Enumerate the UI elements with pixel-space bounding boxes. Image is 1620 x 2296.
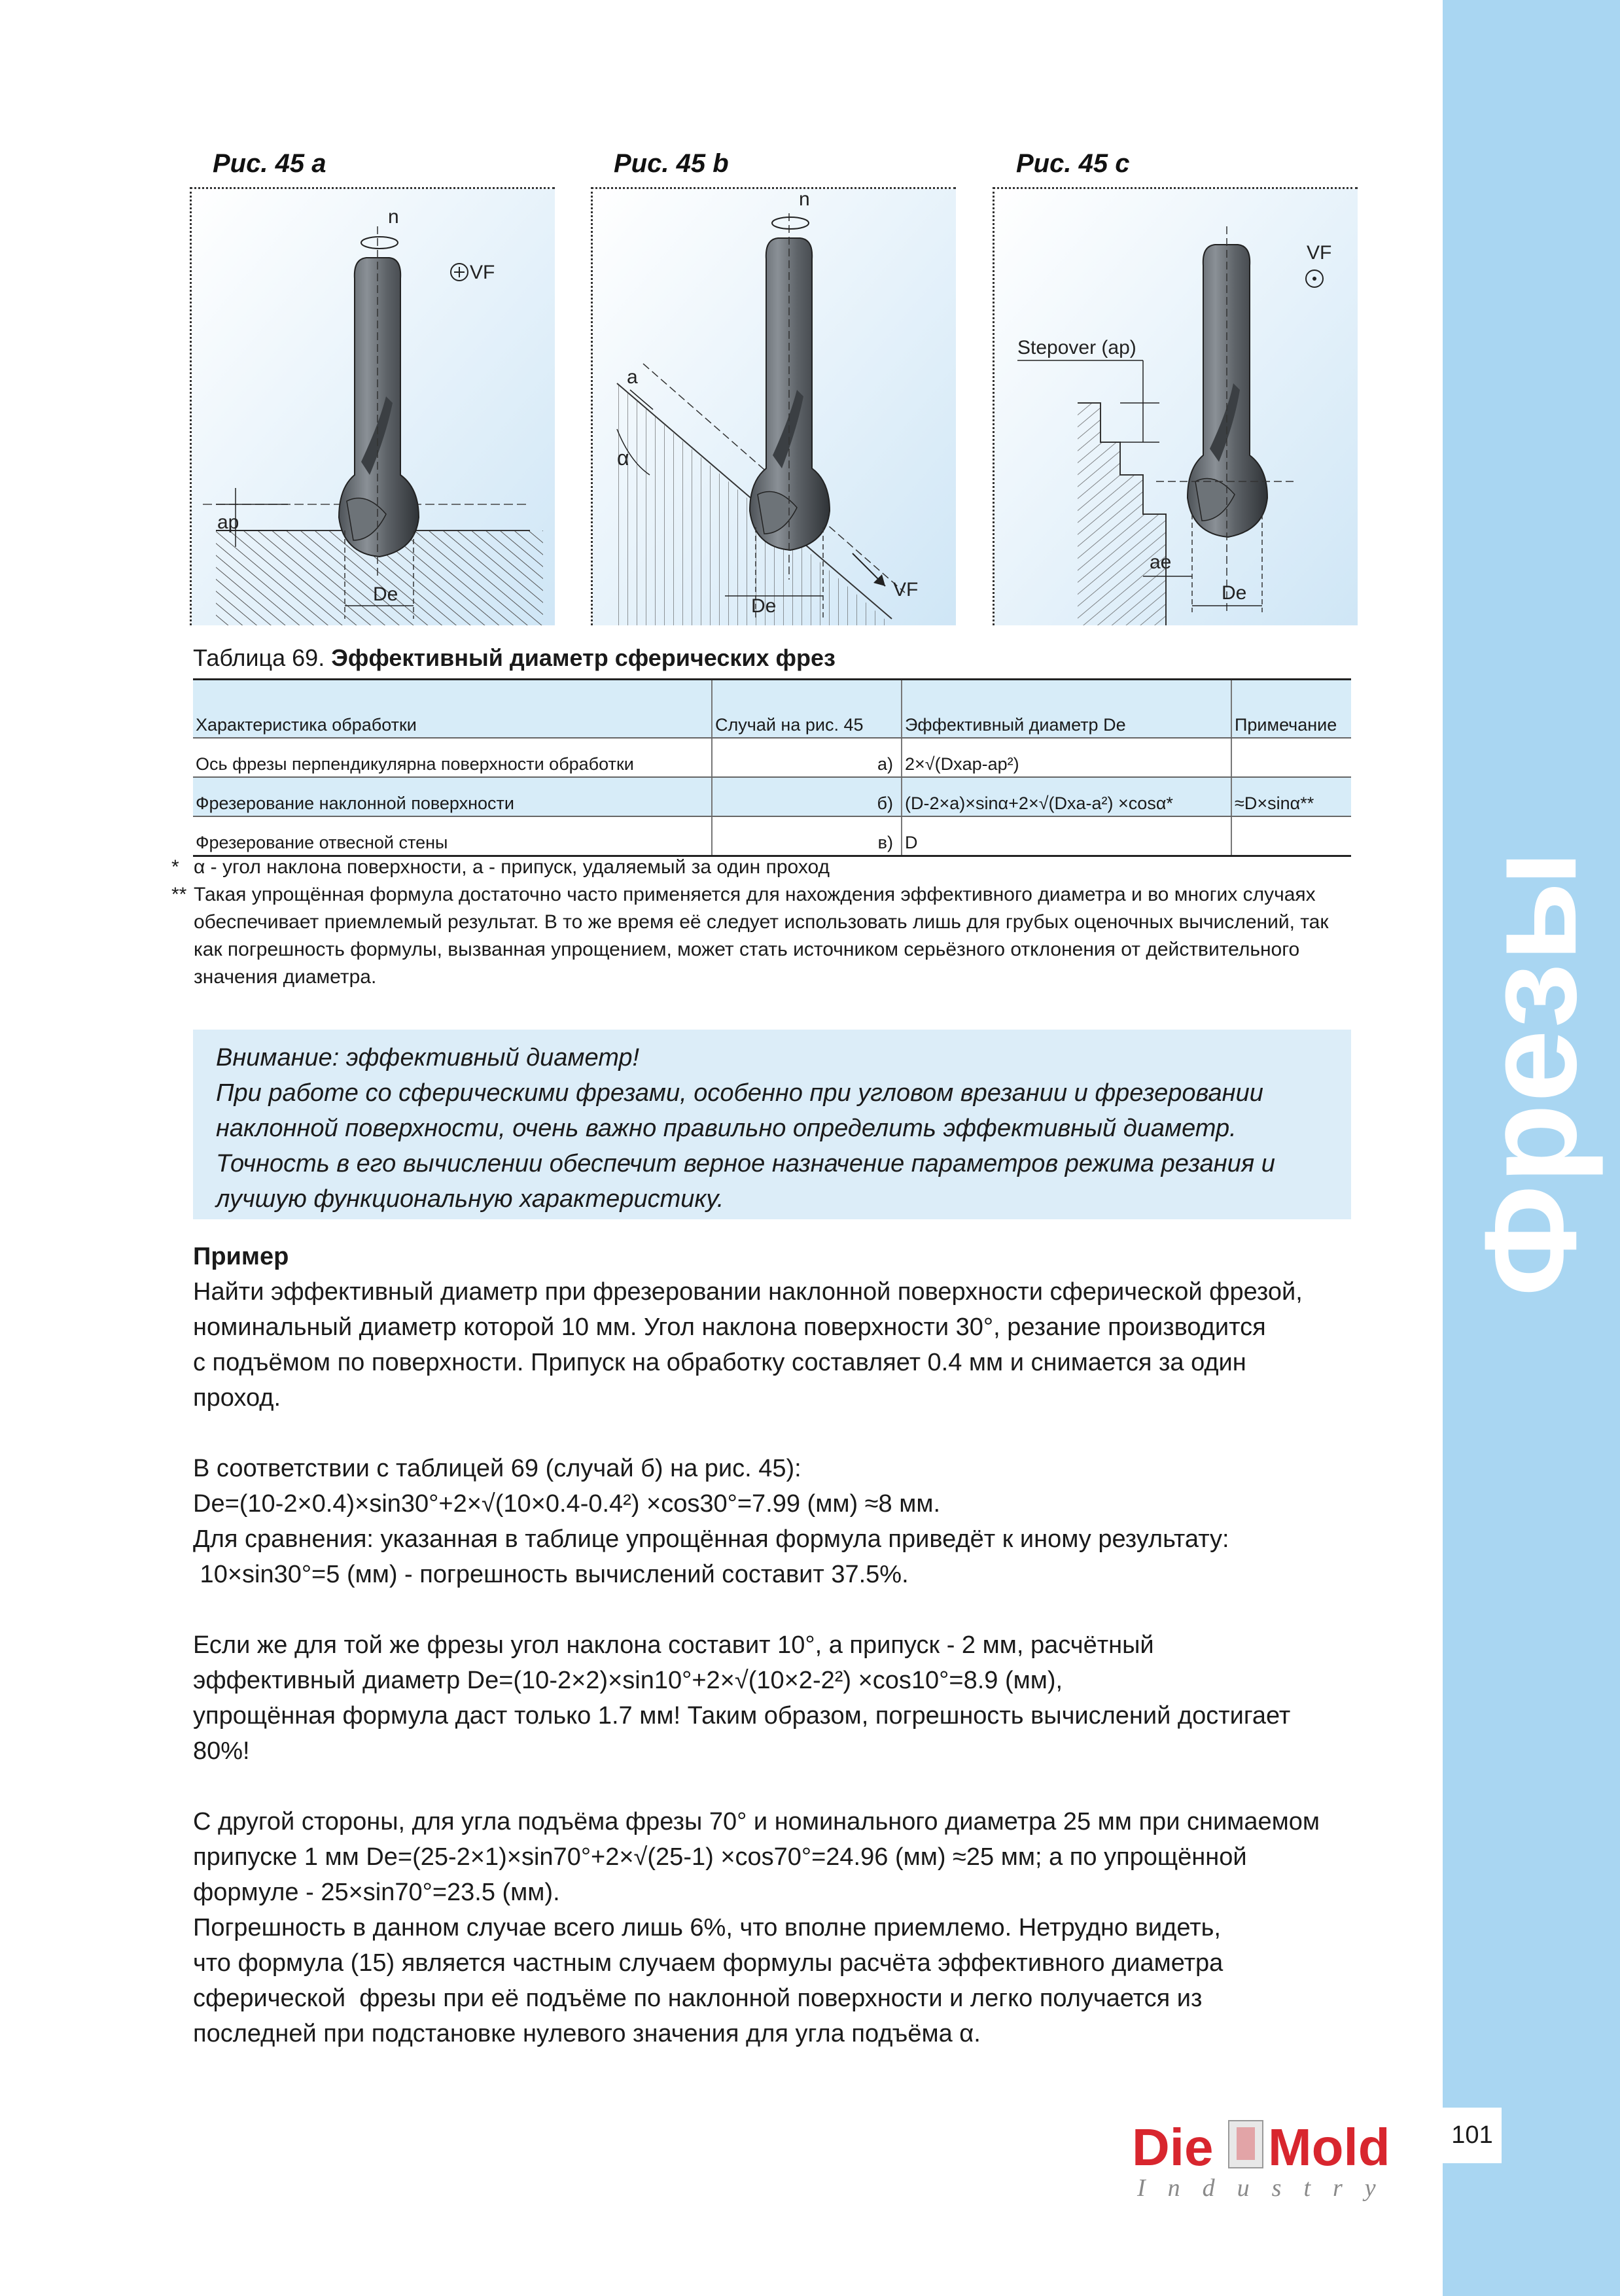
table-row bbox=[193, 738, 1351, 777]
sidebar-title: Фрезы bbox=[1458, 848, 1604, 1297]
svg-text:Mold: Mold bbox=[1268, 2118, 1390, 2176]
body-line: что формула (15) является частным случаем формулы расчёта эффективного диаметра bbox=[193, 1949, 1224, 1977]
svg-text:Stepover (ap): Stepover (ap) bbox=[1017, 337, 1136, 358]
table-cell bbox=[1231, 738, 1351, 777]
diemold-logo bbox=[1132, 2108, 1433, 2206]
body-line: В соответствии с таблицей 69 (случай б) на рис. 45): bbox=[193, 1455, 801, 1482]
figure-b-caption: Рис. 45 b bbox=[614, 149, 729, 178]
table-cell: в) bbox=[712, 816, 902, 856]
example-section bbox=[193, 1239, 1390, 2051]
table-cell bbox=[1231, 816, 1351, 856]
body-line: припуске 1 мм De=(25-2×1)×sin70°+2×√(25-1) ×cos70°=24.96 (мм) ≈25 мм; а по упрощённой bbox=[193, 1843, 1247, 1871]
body-line: сферической фрезы при её подъёме по наклонной поверхности и легко получается из bbox=[193, 1985, 1203, 2012]
header-cell: Случай на рис. 45 bbox=[712, 680, 902, 739]
table-header-row bbox=[193, 680, 1351, 739]
svg-text:VF: VF bbox=[893, 579, 919, 600]
attention-line: При работе со сферическими фрезами, особенно при угловом врезании и фрезеровании bbox=[216, 1079, 1263, 1107]
figure-a-caption: Рис. 45 a bbox=[213, 149, 326, 178]
header-cell: Характеристика обработки bbox=[193, 680, 712, 739]
footnote: * α - угол наклона поверхности, a - припуск, удаляемый за один проход bbox=[171, 856, 830, 878]
table-title: Таблица 69. Эффективный диаметр сферических фрез bbox=[193, 644, 836, 671]
attention-box bbox=[193, 1030, 1351, 1219]
svg-text:α: α bbox=[617, 446, 629, 470]
figure-45a bbox=[190, 170, 555, 625]
body-line: упрощённая формула даст только 1.7 мм! Таким образом, погрешность вычислений достигает bbox=[193, 1702, 1291, 1730]
table-cell: a) bbox=[712, 738, 902, 777]
body-line: Найти эффективный диаметр при фрезеровании наклонной поверхности сферической фрезой, bbox=[193, 1278, 1303, 1306]
footnote: ** Такая упрощённая формула достаточно часто применяется для нахождения эффективного диаметра и во многих случаях обеспечивает приемлемый результат. В то же время её следует использовать лишь для грубых оценочных вычислений, так как погрешность формулы, вызванная упрощением, может стать источником серьёзного отклонения от действительного значения диаметра. bbox=[171, 884, 1329, 988]
body-line: De=(10-2×0.4)×sin30°+2×√(10×0.4-0.4²) ×cos30°=7.99 (мм) ≈8 мм. bbox=[193, 1490, 941, 1518]
svg-text:VF: VF bbox=[1307, 242, 1332, 264]
label-n: n bbox=[388, 206, 399, 228]
table-row bbox=[193, 816, 1351, 856]
effective-diameter-table bbox=[193, 678, 1351, 857]
table-cell: 2×√(Dxap-ap²) bbox=[902, 738, 1231, 777]
attention-line: лучшую функциональную характеристику. bbox=[216, 1185, 724, 1213]
table-cell: Фрезерование отвесной стены bbox=[193, 816, 712, 856]
svg-text:Industry: Industry bbox=[1137, 2174, 1398, 2202]
body-line: проход. bbox=[193, 1384, 281, 1412]
table-footnotes bbox=[171, 854, 1349, 991]
svg-text:ae: ae bbox=[1150, 551, 1172, 573]
attention-line: Внимание: эффективный диаметр! bbox=[216, 1044, 640, 1071]
figure-c-caption: Рис. 45 c bbox=[1016, 149, 1130, 178]
svg-text:a: a bbox=[627, 366, 638, 388]
body-line: Погрешность в данном случае всего лишь 6%, что вполне приемлемо. Нетрудно видеть, bbox=[193, 1914, 1221, 1941]
body-line: Если же для той же фрезы угол наклона составит 10°, а припуск - 2 мм, расчётный bbox=[193, 1631, 1154, 1659]
svg-text:VF: VF bbox=[470, 262, 495, 283]
body-line: С другой стороны, для угла подъёма фрезы 70° и номинального диаметра 25 мм при снимаемом bbox=[193, 1808, 1320, 1835]
svg-text:n: n bbox=[799, 188, 810, 210]
attention-line: Точность в его вычислении обеспечит верное назначение параметров режима резания и bbox=[216, 1150, 1275, 1177]
page-number: 101 bbox=[1443, 2108, 1502, 2163]
table-cell: Ось фрезы перпендикулярна поверхности обработки bbox=[193, 738, 712, 777]
svg-text:De: De bbox=[1222, 582, 1247, 604]
svg-text:Die: Die bbox=[1132, 2118, 1214, 2176]
body-line: Для сравнения: указанная в таблице упрощённая формула приведёт к иному результату: bbox=[193, 1525, 1229, 1553]
body-line: последней при подстановке нулевого значения для угла подъёма α. bbox=[193, 2020, 981, 2047]
header-cell: Примечание bbox=[1231, 680, 1351, 739]
attention-line: наклонной поверхности, очень важно правильно определить эффективный диаметр. bbox=[216, 1115, 1237, 1142]
svg-text:De: De bbox=[751, 595, 777, 617]
svg-text:ap: ap bbox=[217, 512, 239, 533]
example-heading: Пример bbox=[193, 1243, 289, 1270]
body-line: номинальный диаметр которой 10 мм. Угол наклона поверхности 30°, резание производится bbox=[193, 1313, 1266, 1341]
body-line: с подъёмом по поверхности. Припуск на обработку составляет 0.4 мм и снимается за один bbox=[193, 1349, 1246, 1376]
body-line: 80%! bbox=[193, 1737, 250, 1765]
body-line: формуле - 25×sin70°=23.5 (мм). bbox=[193, 1879, 560, 1906]
body-line: эффективный диаметр De=(10-2×2)×sin10°+2×√(10×2-2²) ×cos10°=8.9 (мм), bbox=[193, 1667, 1063, 1694]
table-cell: Фрезерование наклонной поверхности bbox=[193, 777, 712, 816]
figure-45b bbox=[591, 170, 956, 625]
body-line: 10×sin30°=5 (мм) - погрешность вычислений составит 37.5%. bbox=[193, 1561, 909, 1588]
table-cell: ≈D×sinα** bbox=[1231, 777, 1351, 816]
table-row bbox=[193, 777, 1351, 816]
table-cell: D bbox=[902, 816, 1231, 856]
svg-text:De: De bbox=[373, 583, 398, 605]
table-cell: б) bbox=[712, 777, 902, 816]
table-cell: (D-2×a)×sinα+2×√(Dxa-a²) ×cosα* bbox=[902, 777, 1231, 816]
header-cell: Эффективный диаметр De bbox=[902, 680, 1231, 739]
figure-45c bbox=[993, 170, 1358, 625]
